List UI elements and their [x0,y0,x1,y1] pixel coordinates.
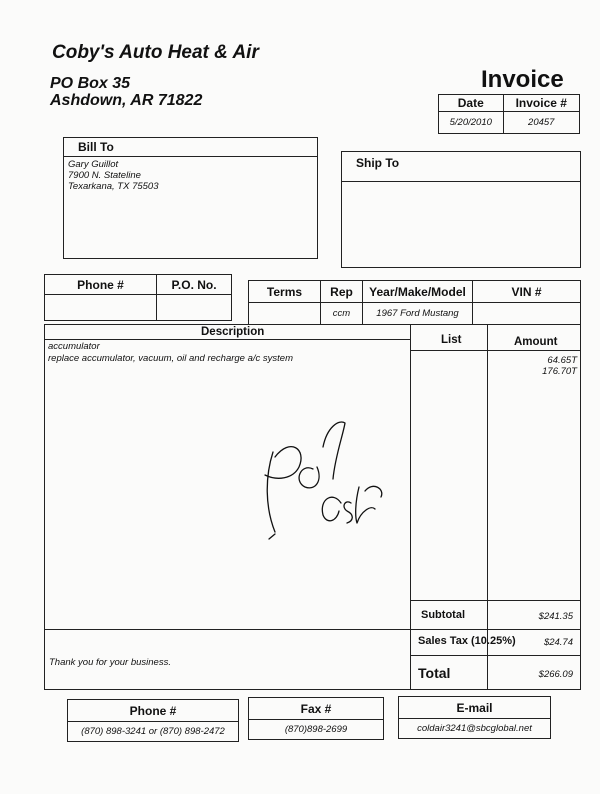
item-amount: 64.65T [547,355,577,366]
date-invoice-table [438,94,580,134]
description-header-rule [45,339,410,340]
year-make-model-label: Year/Make/Model [363,281,473,303]
total-label: Total [418,665,451,681]
company-name: Coby's Auto Heat & Air [52,42,259,63]
description-column-divider [410,325,411,689]
total-value: $266.09 [538,669,573,680]
vin-label: VIN # [473,281,581,303]
ship-to-label: Ship To [342,152,580,182]
po-number-label: P.O. No. [157,275,232,295]
terms-label: Terms [249,281,321,303]
subtotal-rule [410,600,580,601]
tax-rule [45,629,580,630]
bill-to-address [64,157,317,192]
contact-fax-value: (870)898-2699 [249,720,384,740]
bill-to-street: 7900 N. Stateline [68,170,141,181]
handwritten-signature [235,407,385,547]
rep-label: Rep [321,281,363,303]
subtotal-label: Subtotal [421,609,465,621]
invoice-number-label: Invoice # [503,95,579,112]
contact-fax-label: Fax # [249,698,384,720]
sales-tax-value: $24.74 [543,637,573,648]
thank-you-message: Thank you for your business. [49,657,171,668]
order-phone-value [45,295,157,321]
list-amount-header-rule [410,350,580,351]
vin-value [473,303,581,325]
po-number-value [157,295,232,321]
contact-email-label: E-mail [399,697,551,719]
bill-to-city: Texarkana, TX 75503 [68,181,159,192]
terms-value [249,303,321,325]
year-make-model-value: 1967 Ford Mustang [363,303,473,325]
list-header: List [441,334,462,346]
bill-to-name: Gary Guillot [68,159,119,170]
contact-email-table [398,696,551,739]
amount-header: Amount [514,336,558,348]
company-address-line1: PO Box 35 [50,75,131,92]
ship-to-box [341,151,581,268]
contact-phone-table [67,699,239,742]
phone-po-table [44,274,232,321]
date-label: Date [439,95,504,112]
items-table [44,324,581,690]
contact-fax-table [248,697,384,740]
sales-tax-rate: (10.25%) [471,635,516,647]
invoice-number: 20457 [503,112,579,134]
bill-to-label: Bill To [64,138,317,157]
document-title: Invoice [481,66,564,93]
sales-tax-label-text: Sales Tax [418,635,468,647]
rep-value: ccm [321,303,363,325]
item-description: replace accumulator, vacuum, oil and recharge a/c system [48,353,294,364]
bill-to-box [63,137,318,259]
item-amount: 176.70T [542,366,577,377]
order-phone-label: Phone # [45,275,157,295]
contact-email-value: coldair3241@sbcglobal.net [399,719,551,739]
invoice-date: 5/20/2010 [439,112,504,134]
description-header: Description [201,326,265,338]
order-info-table [248,280,581,325]
contact-phone-value: (870) 898-3241 or (870) 898-2472 [68,722,239,742]
company-address-line2: Ashdown, AR 71822 [50,92,203,109]
subtotal-value: $241.35 [538,611,573,622]
item-description: accumulator [48,341,100,352]
total-rule [410,655,580,656]
contact-phone-label: Phone # [68,700,239,722]
